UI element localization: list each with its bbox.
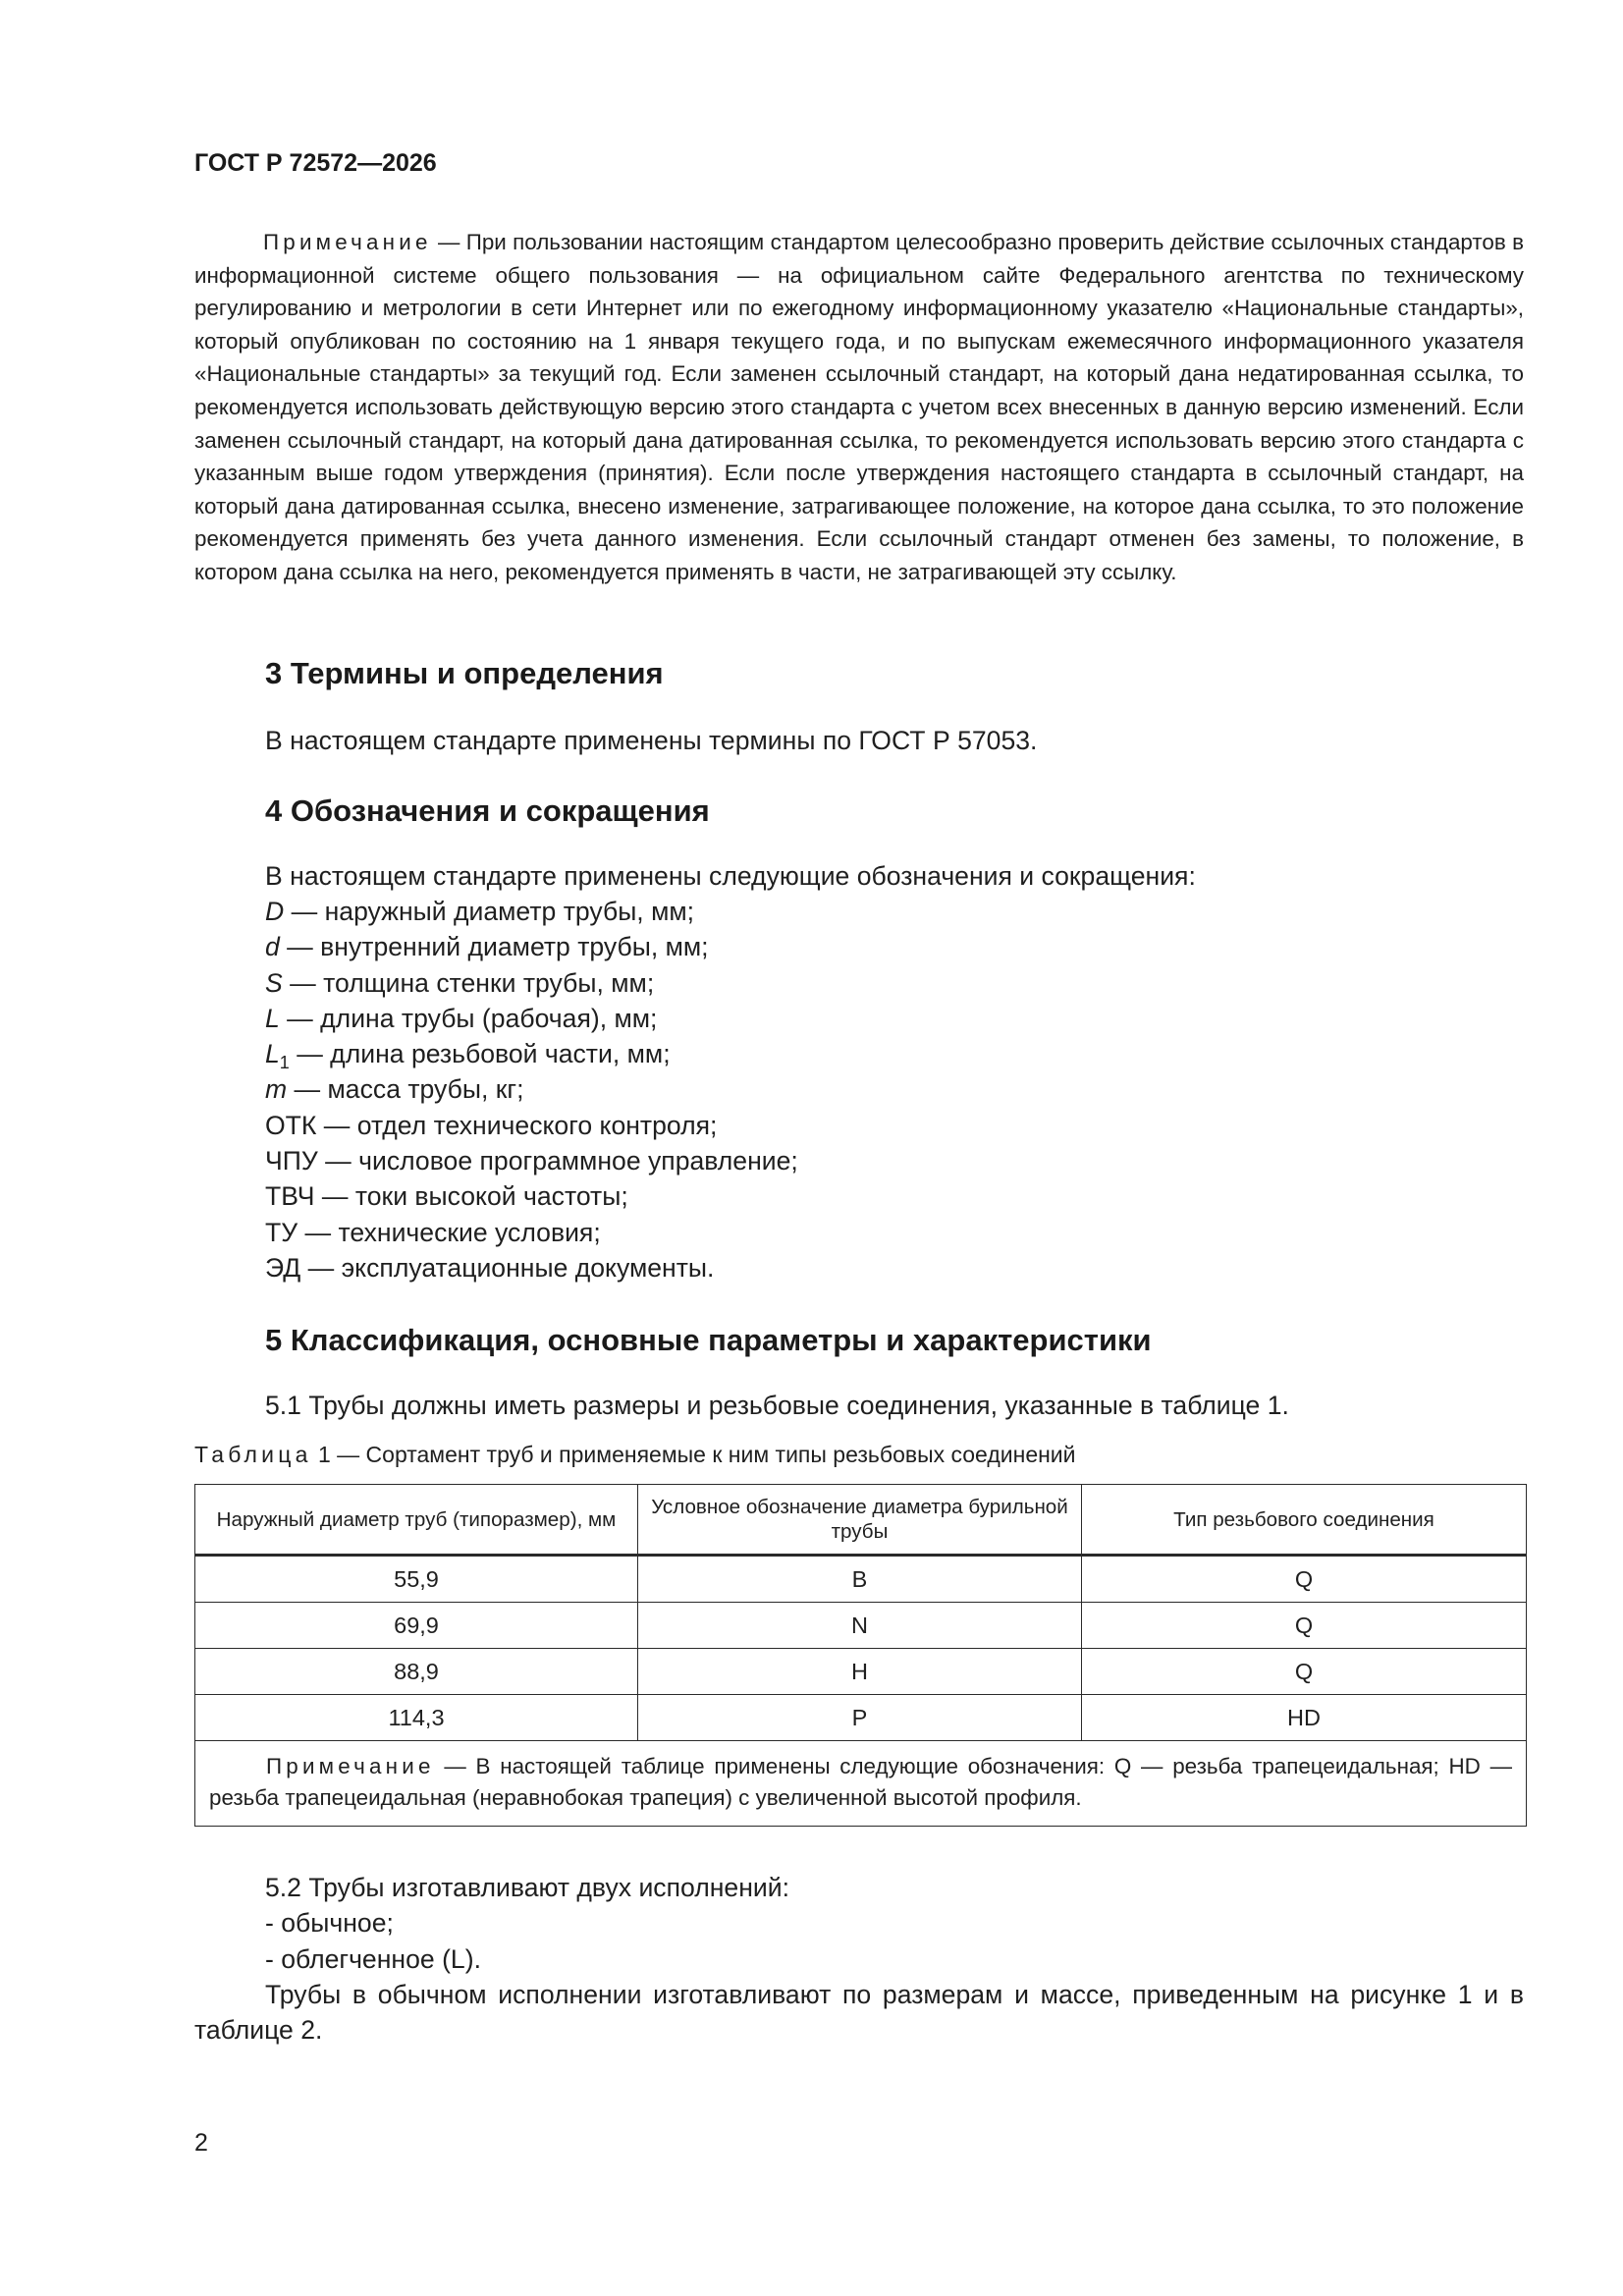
table-cell: B xyxy=(638,1556,1082,1603)
abbreviation-item: ЭД — эксплуатационные документы. xyxy=(265,1252,715,1283)
document-header: ГОСТ Р 72572—2026 xyxy=(194,149,437,177)
symbol-description: — внутренний диаметр трубы, мм; xyxy=(279,932,709,962)
symbol: S xyxy=(265,967,283,998)
column-header-thread-type: Тип резьбового соединения xyxy=(1082,1485,1527,1556)
table-row xyxy=(195,1603,1527,1649)
symbol-description: — наружный диаметр трубы, мм; xyxy=(284,897,695,926)
note-text: — При пользовании настоящим стандартом целесообразно проверить действие ссылочных стандартов в информационной системе общего пользования — на официальном сайте Федерального агентства по техническому регулированию и метрологии в сети Интернет или по ежегодному информационному указателю «Национальные стандарты», который опубликован по состоянию на 1 января текущего года, и по выпускам ежемесячного информационного указателя «Национальные стандарты» за текущий год. Если заменен ссылочный стандарт, на который дана недатированная ссылка, то рекомендуется использовать действующую версию этого стандарта с учетом всех внесенных в данную версию изменений. Если заменен ссылочный стандарт, на который дана датированная ссылка, то рекомендуется использовать версию этого стандарта с указанным выше годом утверждения (принятия). Если после утверждения настоящего стандарта в ссылочный стандарт, на который дана датированная ссылка, внесено изменение, затрагивающее положение, на которое дана ссылка, то это положение рекомендуется применять без учета данного изменения. Если ссылочный стандарт отменен без замены, то положение, в котором дана ссылка на него, рекомендуется применять в части, не затрагивающей эту ссылку. xyxy=(194,230,1524,584)
page-number: 2 xyxy=(194,2129,208,2157)
symbol-description: — толщина стенки трубы, мм; xyxy=(282,967,655,998)
column-header-outer-diameter: Наружный диаметр труб (типоразмер), мм xyxy=(195,1485,638,1556)
table-caption-text: 1 — Сортамент труб и применяемые к ним типы резьбовых соединений xyxy=(311,1442,1076,1467)
table-cell: N xyxy=(638,1603,1082,1649)
table-cell: Q xyxy=(1082,1556,1527,1603)
table-1 xyxy=(194,1484,1527,1827)
symbol-item xyxy=(265,1071,798,1107)
paragraph-5-2-text: Трубы в обычном исполнении изготавливают по размерам и массе, приведенным на рисунке 1 и в таблице 2. xyxy=(194,1980,1524,2046)
table-note-text: — В настоящей таблице применены следующие обозначения: Q — резьба трапецеидальная; HD — резьба трапецеидальная (неравнобокая трапеция) с увеличенной высотой профиля. xyxy=(209,1754,1512,1810)
symbol-item xyxy=(265,894,798,929)
symbols-list xyxy=(265,894,798,1285)
table-cell: Q xyxy=(1082,1603,1527,1649)
table-row xyxy=(195,1695,1527,1741)
abbreviation-item: ТВЧ — токи высокой частоты; xyxy=(265,1181,628,1212)
abbreviation-item: ОТК — отдел технического контроля; xyxy=(265,1110,718,1140)
paragraph-5-2-lead: 5.2 Трубы изготавливают двух исполнений: xyxy=(265,1873,789,1902)
symbol-description: — масса трубы, кг; xyxy=(287,1074,524,1105)
paragraph-5-2 xyxy=(265,1870,789,1977)
symbol: L xyxy=(265,1039,280,1069)
section-4-title: 4 Обозначения и сокращения xyxy=(265,793,710,828)
list-item: - облегченное (L). xyxy=(265,1943,481,1974)
symbol: L xyxy=(265,1003,280,1033)
symbol-item xyxy=(265,965,798,1001)
table-cell: HD xyxy=(1082,1695,1527,1741)
table-cell: H xyxy=(638,1649,1082,1695)
abbreviation-item: ТУ — технические условия; xyxy=(265,1217,601,1247)
section-3-title: 3 Термины и определения xyxy=(265,656,664,690)
table-note-label: Примечание xyxy=(266,1754,435,1778)
symbol-description: — длина резьбовой части, мм; xyxy=(289,1039,671,1069)
symbol-description: — длина трубы (рабочая), мм; xyxy=(279,1003,658,1033)
table-header-row xyxy=(195,1485,1527,1556)
reference-note xyxy=(194,226,1524,589)
symbol: d xyxy=(265,932,280,962)
table-note-row xyxy=(195,1741,1527,1827)
column-header-designation: Условное обозначение диаметра бурильной трубы xyxy=(638,1485,1082,1556)
table-cell: Q xyxy=(1082,1649,1527,1695)
section-5-title: 5 Классификация, основные параметры и характеристики xyxy=(265,1323,1152,1357)
table-note xyxy=(195,1741,1527,1827)
paragraph-5-1: 5.1 Трубы должны иметь размеры и резьбовые соединения, указанные в таблице 1. xyxy=(265,1391,1289,1420)
table-cell: 69,9 xyxy=(195,1603,638,1649)
abbreviation-item: ЧПУ — числовое программное управление; xyxy=(265,1146,798,1176)
note-label: Примечание xyxy=(263,230,432,254)
symbol: m xyxy=(265,1074,288,1105)
symbol: D xyxy=(265,897,285,926)
table-caption-label: Таблица xyxy=(194,1442,312,1467)
table-1-caption xyxy=(194,1442,1076,1468)
symbol-item xyxy=(265,1001,798,1036)
table-cell: 114,3 xyxy=(195,1695,638,1741)
table-row xyxy=(195,1649,1527,1695)
section-4-intro: В настоящем стандарте применены следующие обозначения и сокращения: xyxy=(265,861,1196,891)
symbol-item xyxy=(265,1036,798,1071)
table-cell: 88,9 xyxy=(195,1649,638,1695)
table-cell: P xyxy=(638,1695,1082,1741)
symbol-subscript: 1 xyxy=(279,1053,290,1073)
symbol-item xyxy=(265,929,798,964)
section-3-text: В настоящем стандарте применены термины по ГОСТ Р 57053. xyxy=(265,726,1038,755)
list-item: - обычное; xyxy=(265,1908,394,1939)
table-row xyxy=(195,1556,1527,1603)
table-cell: 55,9 xyxy=(195,1556,638,1603)
